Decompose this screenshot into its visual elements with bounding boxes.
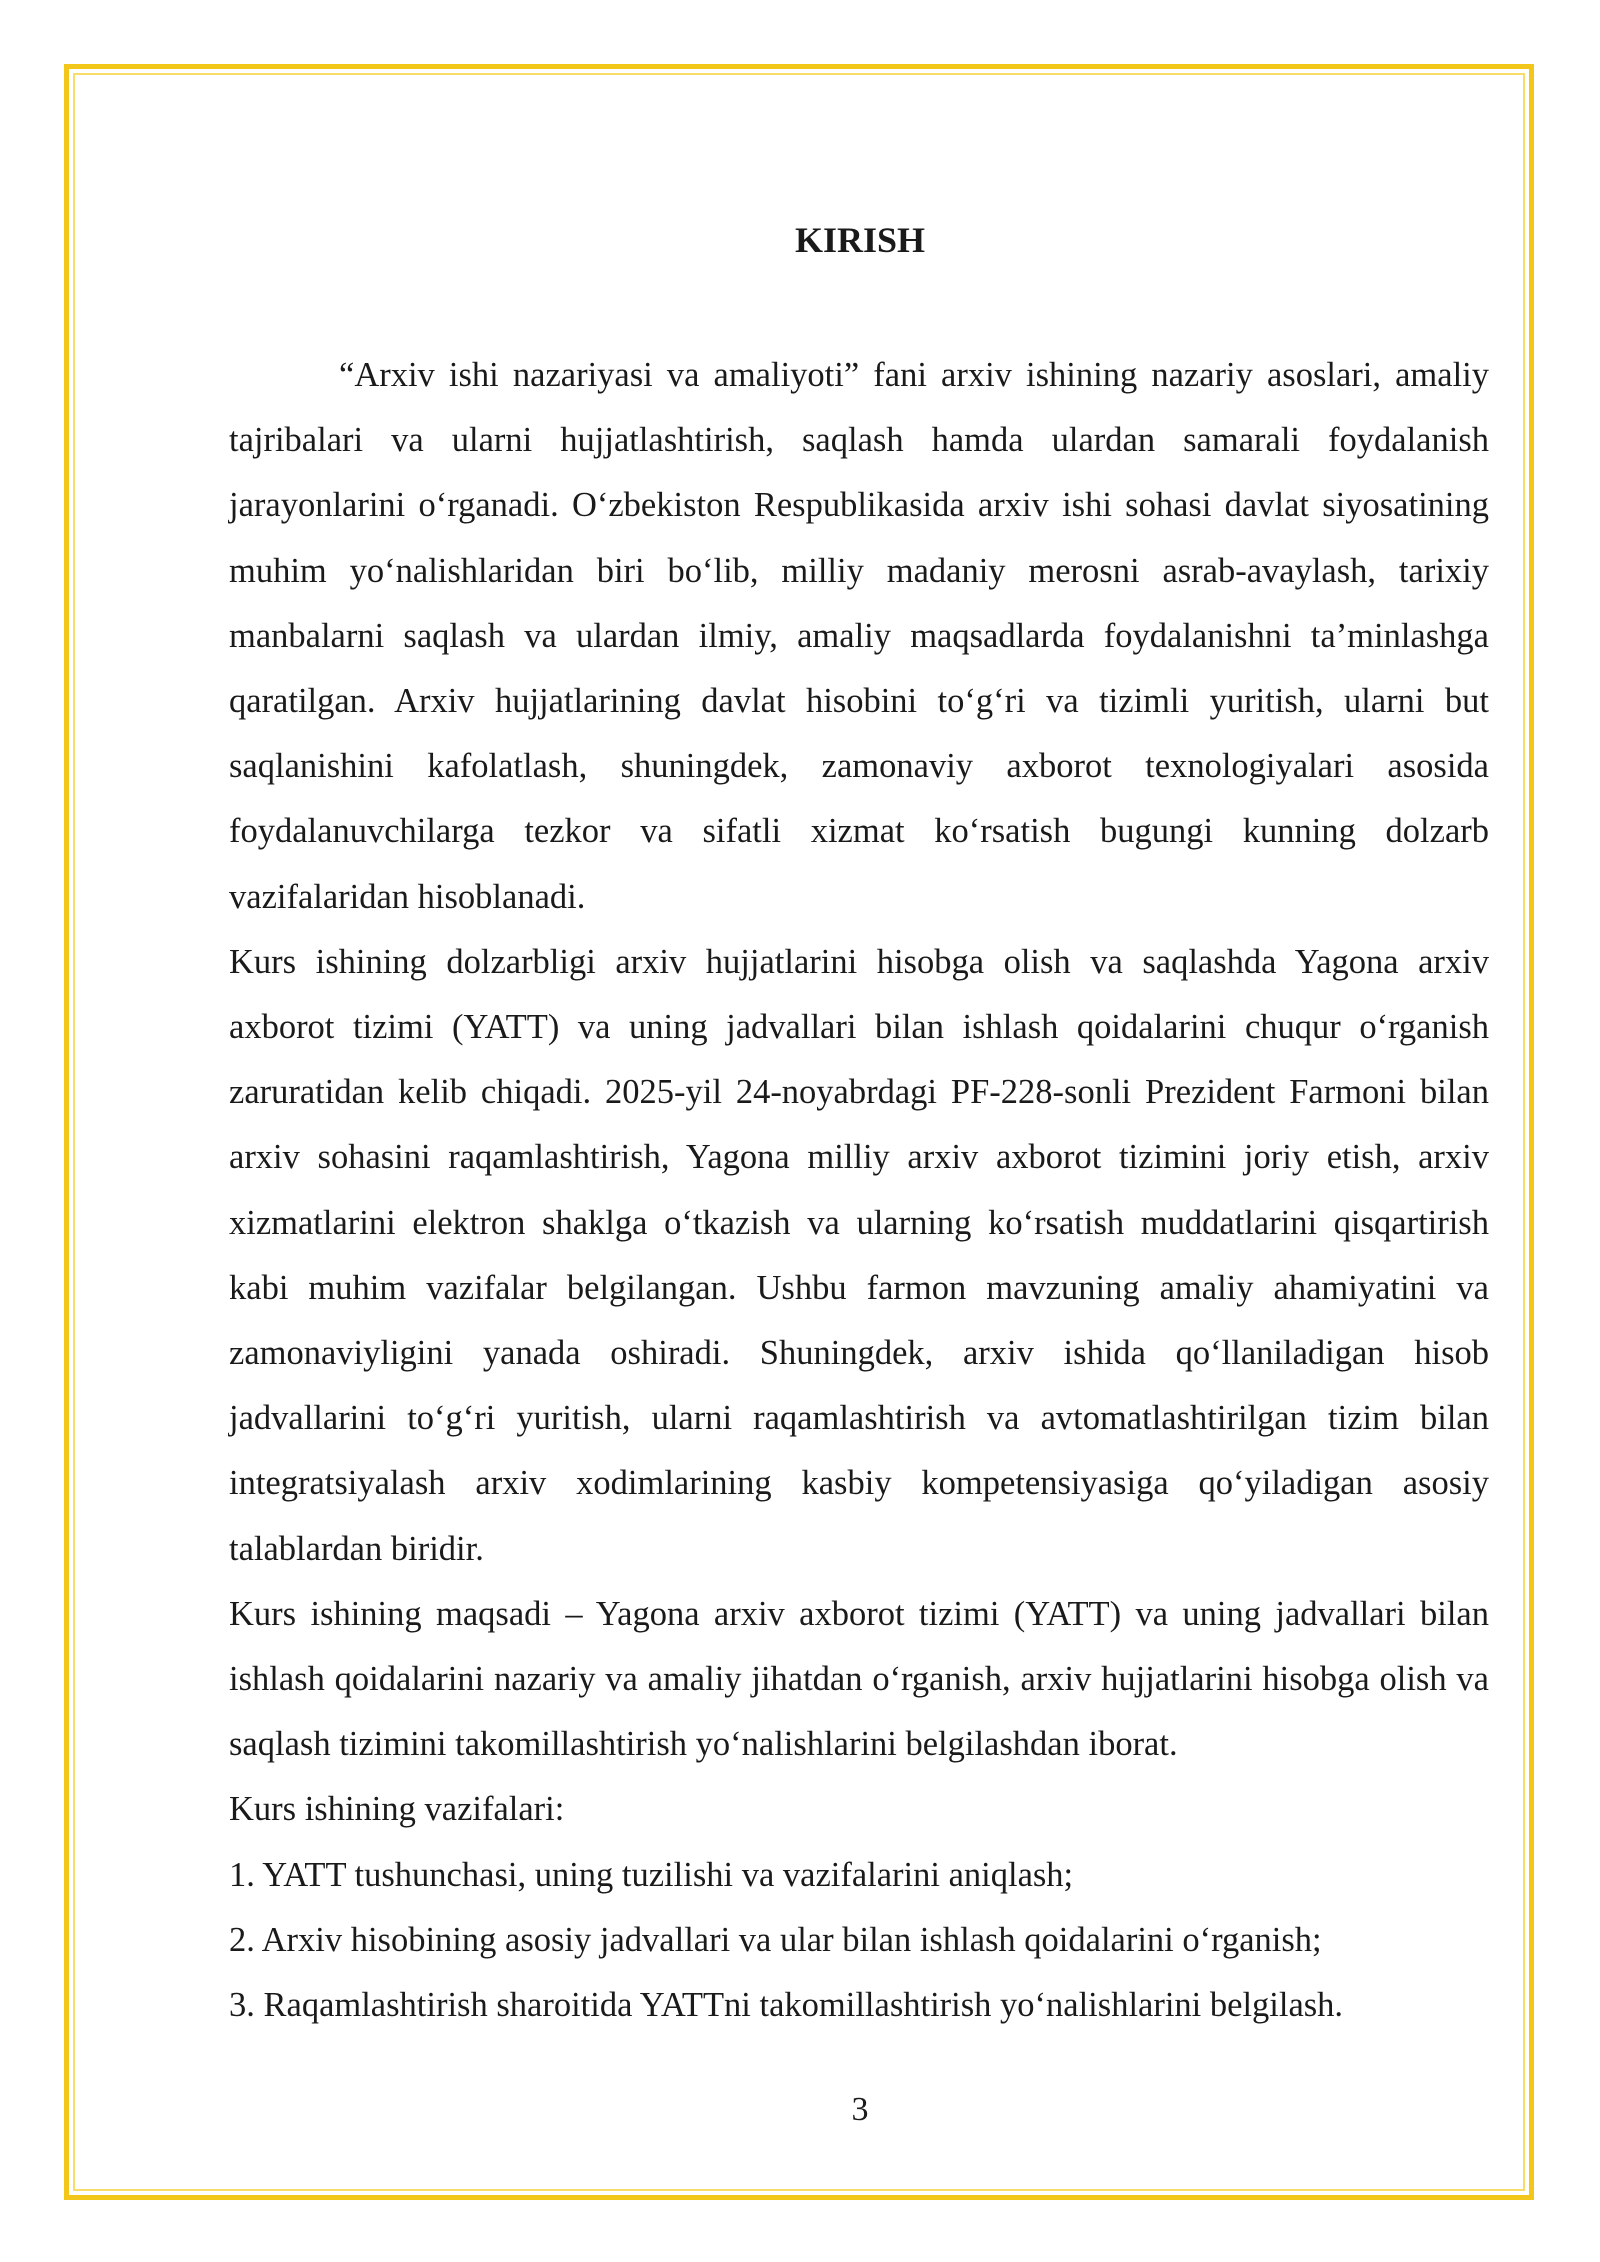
document-body [229, 343, 1489, 2038]
tasks-heading: Kurs ishining vazifalari: [229, 1790, 565, 1829]
task-item-2: 2. Arxiv hisobining asosiy jadvallari va ular bilan ishlash qoidalarini o‘rganish; [229, 1920, 1322, 1959]
page-number: 3 [851, 2091, 869, 2128]
paragraph-relevance: Kurs ishining dolzarbligi arxiv hujjatlarini hisobga olish va saqlashda Yagona arxiv axborot tizimi (YATT) va uning jadvallari bilan ishlash qoidalarini chuqur o‘rganish zaruratidan kelib chiqadi. 2025-yil 24-noyabrdagi PF-228-sonli Prezident Farmoni bilan arxiv sohasini raqamlashtirish, Yagona milliy arxiv axborot tizimini joriy etish, arxiv xizmatlarini elektron shaklga o‘tkazish va ularning ko‘rsatish muddatlarini qisqartirish kabi muhim vazifalar belgilangan. Ushbu farmon mavzuning amaliy ahamiyatini va zamonaviyligini yanada oshiradi. Shuningdek, arxiv ishida qo‘llaniladigan hisob jadvallarini to‘g‘ri yuritish, ularni raqamlashtirish va avtomatlashtirilgan tizim bilan integratsiyalash arxiv xodimlarining kasbiy kompetensiyasiga qo‘yiladigan asosiy talablardan biridir. [229, 942, 1489, 1568]
document-title: KIRISH [794, 220, 926, 260]
paragraph-intro: “Arxiv ishi nazariyasi va amaliyoti” fani arxiv ishining nazariy asoslari, amaliy tajribalari va ularni hujjatlashtirish, saqlash hamda ulardan samarali foydalanish jarayonlarini o‘rganadi. O‘zbekiston Respublikasida arxiv ishi sohasi davlat siyosatining muhim yo‘nalishlaridan biri bo‘lib, milliy madaniy merosni asrab-avaylash, tarixiy manbalarni saqlash va ulardan ilmiy, amaliy maqsadlarda foydalanishni ta’minlashga qaratilgan. Arxiv hujjatlarining davlat hisobini to‘g‘ri va tizimli yuritish, ularni but saqlanishini kafolatlash, shuningdek, zamonaviy axborot texnologiyalari asosida foydalanuvchilarga tezkor va sifatli xizmat ko‘rsatish bugungi kunning dolzarb vazifalaridan hisoblanadi. [229, 356, 1489, 916]
task-item-3: 3. Raqamlashtirish sharoitida YATTni takomillashtirish yo‘nalishlarini belgilash. [229, 1986, 1344, 2025]
paragraph-goal: Kurs ishining maqsadi – Yagona arxiv axborot tizimi (YATT) va uning jadvallari bilan ishlash qoidalarini nazariy va amaliy jihatdan o‘rganish, arxiv hujjatlarini hisobga olish va saqlash tizimini takomillashtirish yo‘nalishlarini belgilashdan iborat. [229, 1594, 1489, 1764]
task-item-1: 1. YATT tushunchasi, uning tuzilishi va vazifalarini aniqlash; [229, 1855, 1074, 1894]
